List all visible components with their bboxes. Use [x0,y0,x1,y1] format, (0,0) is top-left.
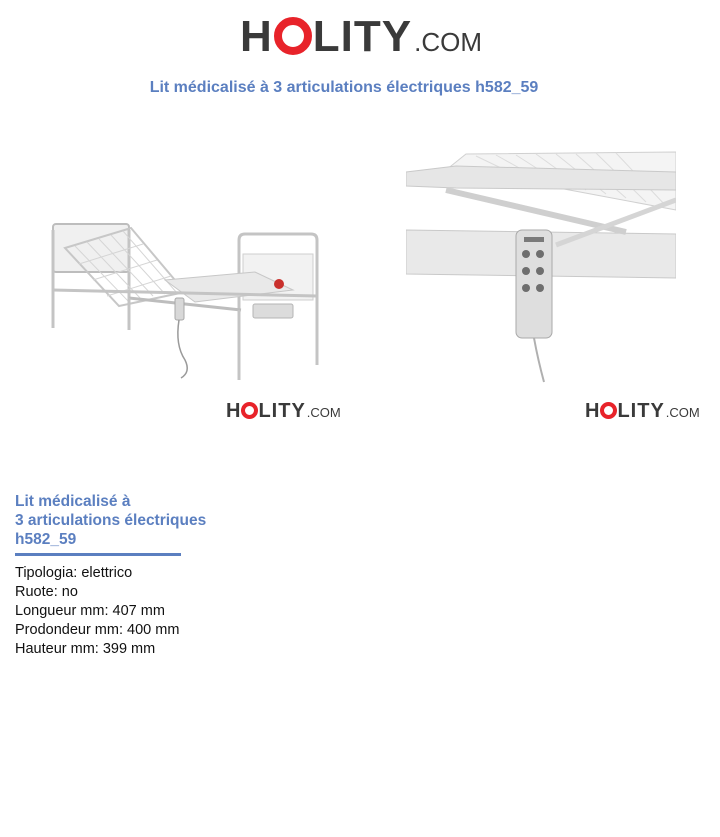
spec-item: Ruote: no [15,584,78,600]
logo-ring-icon [241,402,258,419]
spec-list [15,564,179,659]
logo-letter-h: H [240,12,273,61]
holity-logo[interactable] [240,12,482,68]
spec-item: Tipologia: elettrico [15,565,133,581]
spec-item: Longueur mm: 407 mm [15,603,165,619]
watermark-suffix: .COM [306,405,341,420]
logo-ring-icon [274,17,312,55]
logo-suffix: .COM [414,27,482,57]
page-title: Lit médicalisé à 3 articulations électriques h582_59 [149,79,539,96]
product-title [15,492,255,549]
watermark-letter-h: H [585,400,601,422]
watermark-letter-h: H [226,400,242,422]
product-title-line: h582_59 [15,531,77,548]
product-title-line: 3 articulations électriques [15,512,207,529]
title-underline [15,553,181,556]
spec-item: Prodondeur mm: 400 mm [15,622,180,638]
photo-watermark-logo [226,400,341,422]
watermark-suffix: .COM [665,405,700,420]
logo-ring-icon [600,402,617,419]
watermark-letters: LITY [258,400,306,422]
photo-watermark-logo [585,400,700,422]
spec-item: Hauteur mm: 399 mm [15,641,156,657]
hospital-bed-photo [45,210,330,390]
watermark-letters: LITY [617,400,665,422]
remote-control-photo [406,150,676,385]
product-title-line: Lit médicalisé à [15,493,131,510]
logo-letters: LITY [312,12,413,61]
